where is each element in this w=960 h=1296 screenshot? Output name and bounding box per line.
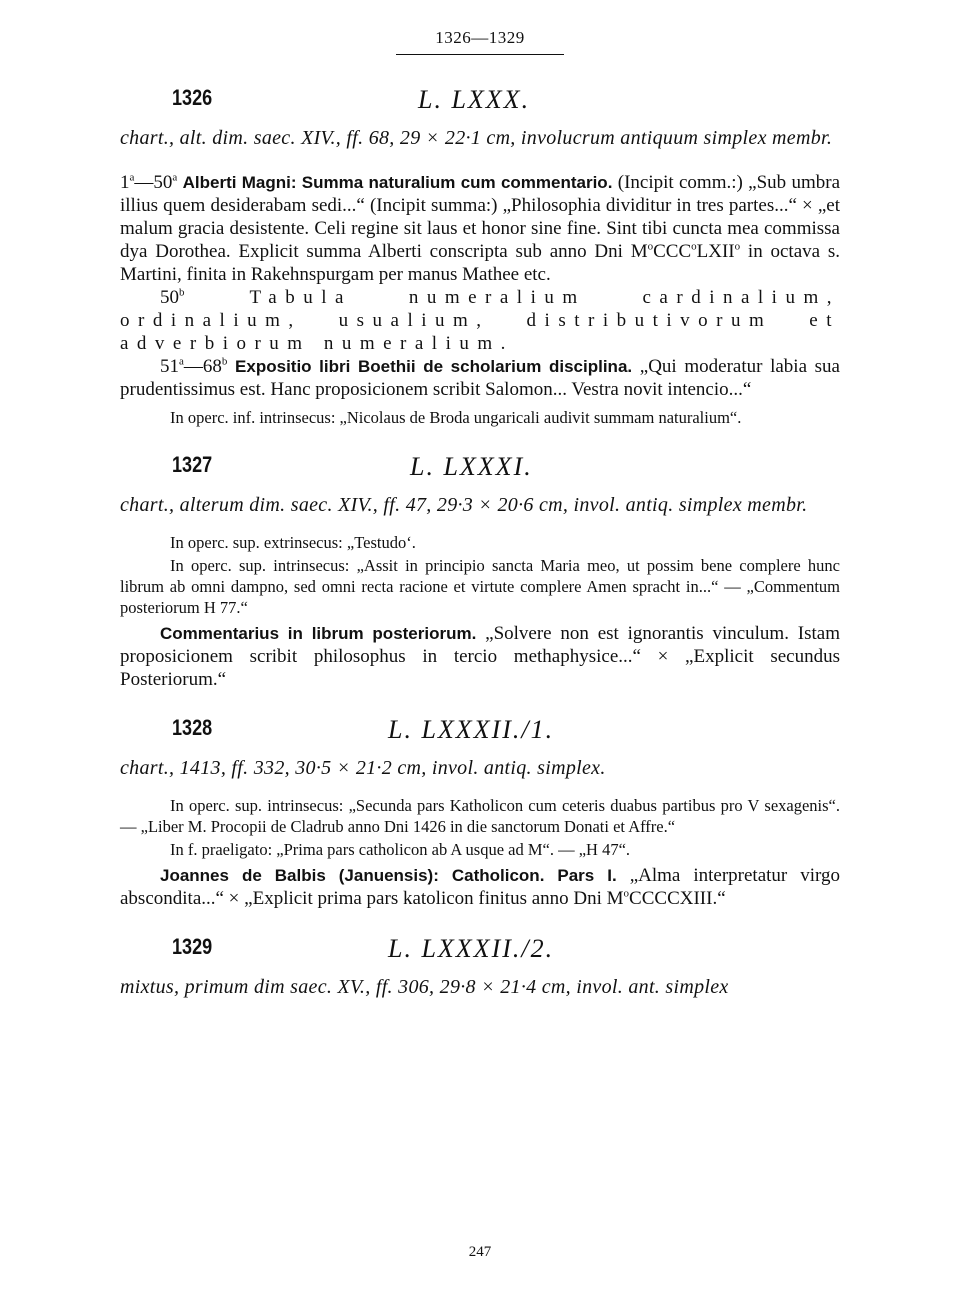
work-text: LXII (696, 241, 735, 262)
cover-note: In operc. sup. extrinsecus: „Testudo‘. (170, 533, 416, 552)
cover-note: In operc. sup. intrinsecus: „Secunda pars Katholicon cum ceteris duabus partibus pro V sexagenis“. — „Liber M. Procopii de Cladrub anno Dni 1426 in die sanctorum Donati et Affre.“ (120, 796, 840, 836)
folio-side: a (179, 355, 184, 368)
folio-side: a (129, 171, 135, 184)
cover-note: In operc. inf. intrinsecus: „Nicolaus de Broda ungaricali audivit summam naturalium“. (170, 408, 742, 427)
folio-ref: 1 (120, 172, 130, 193)
entry-heading (120, 452, 840, 492)
entry-signature: L. LXXXII./1. (388, 715, 555, 744)
entry-description: chart., alterum dim. saec. XIV., ff. 47, 29·3 × 20·6 cm, invol. antiq. simplex membr. (120, 494, 808, 516)
work-title: Expositio libri Boethii de scholarium disciplina. (235, 357, 633, 376)
work-text: CCC (653, 241, 692, 262)
superscript: o (623, 887, 630, 900)
folio-ref: 51 (160, 356, 179, 377)
entry-heading (120, 934, 840, 974)
entry-number: 1326 (172, 85, 213, 110)
entry-number: 1327 (172, 452, 213, 477)
work-text: „Alma interpretatur virgo abscondita...“ × „Explicit prima pars katolicon finitus anno Dni M (120, 865, 840, 909)
entry-description: chart., alt. dim. saec. XIV., ff. 68, 29 × 22·1 cm, involucrum antiquum simplex membr. (120, 127, 833, 149)
entry-1326 (120, 85, 840, 428)
superscript: o (691, 240, 697, 253)
work-text: in octava s. Martini, finita in Rakehnspurgam per manus Mathee etc. (120, 241, 840, 285)
work-text: „Qui moderatur labia sua prudentissimus est. Hanc proposicionem scribit Salomon... Vestra novit intencio...“ (120, 356, 840, 400)
folio-ref: 50 (160, 287, 179, 308)
folio-ref: —50 (134, 172, 173, 193)
entry-signature: L. LXXXII./2. (388, 934, 555, 963)
work-text: CCCCXIII.“ (629, 888, 726, 909)
entry-1329 (120, 934, 840, 1000)
running-head-rule (396, 54, 564, 55)
entry-1328 (120, 715, 840, 910)
work-title: Alberti Magni: Summa naturalium cum commentario. (182, 173, 613, 192)
running-head: 1326—1329 (435, 28, 525, 47)
folio-side: b (221, 355, 228, 368)
superscript: o (734, 240, 741, 253)
content-item (120, 286, 840, 355)
entry-heading (120, 715, 840, 755)
content-item (120, 171, 840, 286)
entry-number: 1328 (172, 715, 213, 740)
entry-signature: L. LXXX. (418, 85, 531, 114)
work-text: (Incipit comm.:) „Sub umbra illius quem desiderabam sedi...“ (Incipit summa:) „Philosophia dividitur in tres partes...“ × „et malum gracia desistente. Celi regine sit laus et honor sine fine. Sint tibi cuncta mea commissa dya Dorothea. Explicit summa Alberti conscripta sub anno Dni M (120, 172, 841, 262)
cover-note: In operc. sup. intrinsecus: „Assit in principio sancta Maria meo, ut possim bene complere hunc librum ab omni dampno, sed omni recta racione et virtute complere Amen spracht in...“ — „Commentum posteriorum H 77.“ (120, 556, 840, 617)
work-text: „Solvere non est ignorantis vinculum. Istam proposicionem scribit philosophus in tercio methaphysice...“ × „Explicit secundus Posteriorum.“ (120, 623, 840, 690)
entry-heading (120, 85, 840, 125)
content-item (120, 355, 840, 401)
folio-side: a (172, 171, 178, 184)
content-item (120, 864, 840, 910)
folio-side: b (179, 286, 193, 299)
entry-signature: L. LXXXI. (410, 452, 533, 481)
work-title: Commentarius in librum posteriorum. (160, 624, 477, 643)
folio-number: 247 (468, 1244, 492, 1260)
entry-number: 1329 (172, 934, 213, 959)
folio-ref: —68 (183, 356, 222, 377)
work-text: Tabula numeralium cardinalium, ordinalium, usualium, distributivorum et adverbiorum numeralium. (120, 287, 840, 354)
entry-description: mixtus, primum dim saec. XV., ff. 306, 29·8 × 21·4 cm, invol. ant. simplex (120, 976, 729, 998)
page (120, 28, 841, 1260)
work-title: Joannes de Balbis (Januensis): Catholicon. Pars I. (160, 866, 617, 885)
entry-1327 (120, 452, 840, 691)
cover-note: In f. praeligato: „Prima pars catholicon ab A usque ad M“. — „H 47“. (170, 840, 631, 859)
content-item (120, 622, 840, 691)
entry-description: chart., 1413, ff. 332, 30·5 × 21·2 cm, invol. antiq. simplex. (120, 757, 606, 779)
superscript: o (647, 240, 654, 253)
